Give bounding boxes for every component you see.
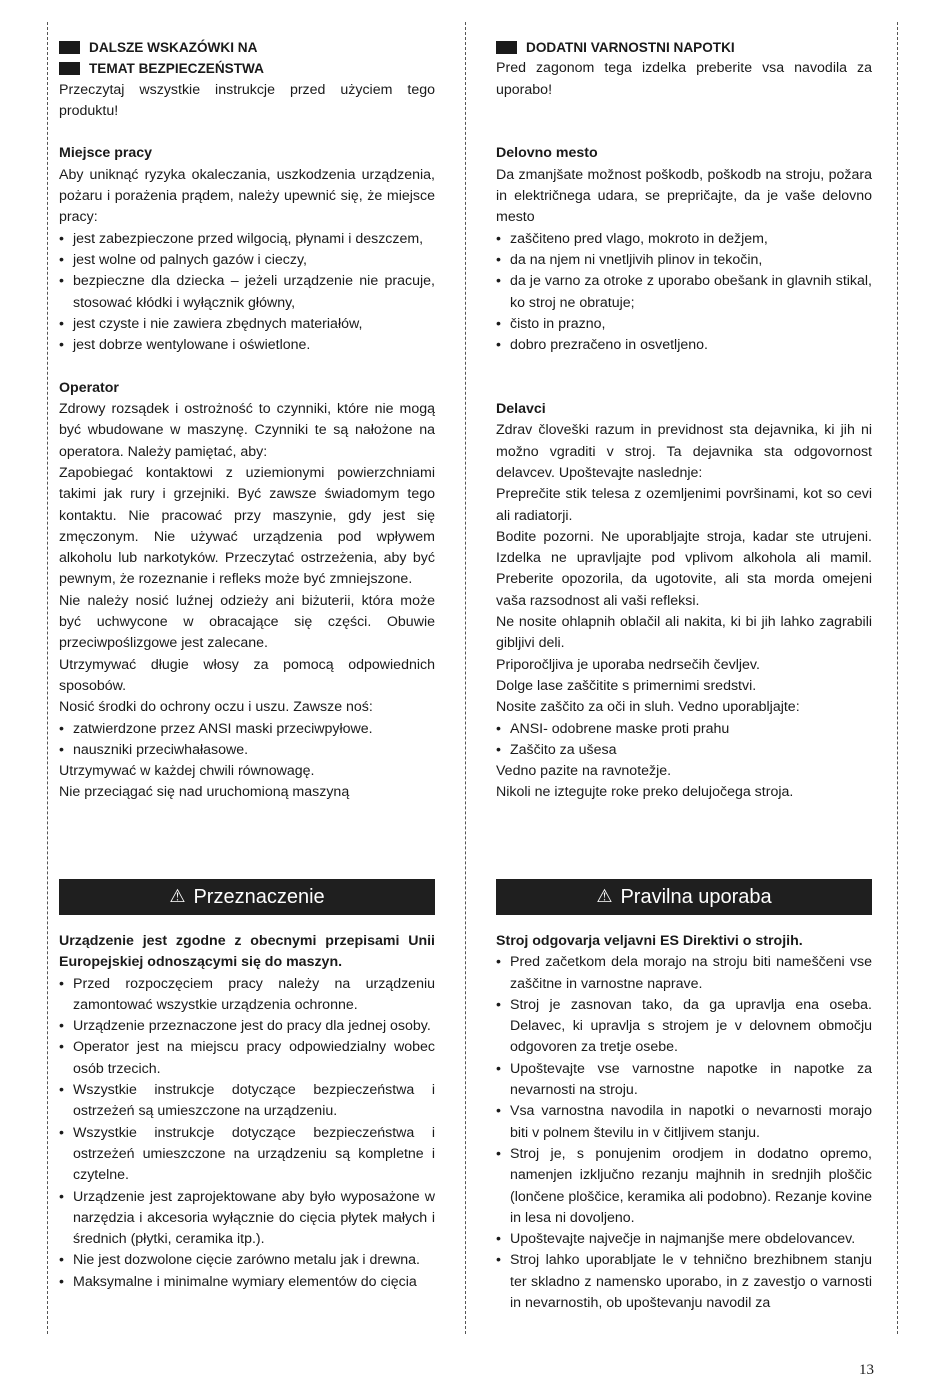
list-item: • Przed rozpoczęciem pracy należy na urządzeniu zamontować wszystkie urządzenia ochronne. bbox=[59, 974, 435, 1017]
operator-paragraph: Nie przeciągać się nad uruchomioną maszyną bbox=[59, 784, 350, 801]
intended-use-list bbox=[496, 952, 872, 1314]
list-item: • jest czyste i nie zawiera zbędnych materiałów, bbox=[59, 314, 435, 335]
list-item: • Operator jest na miejscu pracy odpowiedzialny wobec osób trzecich. bbox=[59, 1037, 435, 1080]
list-item: • da je varno za otroke z uporabo obešank in glavnih stikal, ko stroj ne obratuje; bbox=[496, 271, 872, 314]
left-intended-use-column bbox=[59, 931, 435, 1293]
workplace-intro: Da zmanjšate možnost poškodb, poškodb na stroju, požara in električnega udara, se prepričajte, da je vaše delovno mesto bbox=[496, 166, 872, 226]
operator-paragraph: Zapobiegać kontaktowi z uziemionymi powierzchniami takimi jak rury i grzejniki. Być zawsze świadomym tego kontaktu. Nie pracować przy maszynie, gdy jest się zmęczonym. Nie używać urządzenia pod wpływem alkoholu lub narkotyków. Przeczytać ostrzeżenia, aby być pewnym, że rozeznanie i refleks może być zmniejszone. bbox=[59, 464, 435, 588]
list-item: • bezpieczne dla dziecka – jeżeli urządzenie nie pracuje, stosować kłódki i wyłącznik główny, bbox=[59, 271, 435, 314]
list-item: • dobro prezračeno in osvetljeno. bbox=[496, 335, 872, 356]
list-item: • Zaščito za ušesa bbox=[496, 740, 872, 761]
warning-triangle-icon: ⚠ bbox=[596, 885, 613, 906]
list-item: • Stroj lahko uporabljate le v tehnično brezhibnem stanju ter skladno z namensko uporabo, in z zavestjo o varnosti in nevarnostih, ob upoštevanju navodil za bbox=[496, 1250, 872, 1314]
list-item: • Nie jest dozwolone cięcie zarówno metalu jak i drewna. bbox=[59, 1250, 435, 1271]
left-safety-column bbox=[59, 37, 435, 804]
page-number: 13 bbox=[859, 1362, 874, 1378]
black-square-marker bbox=[59, 41, 80, 54]
operator-paragraph: Ne nosite ohlapnih oblačil ali nakita, ki bi jih lahko zagrabili gibljivi deli. bbox=[496, 614, 872, 652]
operator-title: Operator bbox=[59, 379, 119, 396]
intended-use-banner-sl: ⚠ Pravilna uporaba bbox=[496, 879, 872, 915]
operator-paragraph: Zdrav človeški razum in previdnost sta dejavnika, ki jih ni možno vgraditi v stroj. Ta dejavnika sta odgovornost delavcev. Upoštevajte naslednje: bbox=[496, 422, 872, 481]
operator-paragraph: Zdrowy rozsądek i ostrożność to czynniki, które nie mogą być wbudowane w maszynę. Czynniki te są nałożone na operatora. Należy pamiętać, aby: bbox=[59, 401, 435, 460]
list-item: • Urządzenie jest zaprojektowane aby było wyposażone w narzędzia i akcesoria wyłącznie do cięcia płytek małych i średnich (płytki, ceramika itp.). bbox=[59, 1187, 435, 1251]
list-item: • Upoštevajte vse varnostne napotke in napotke za nevarnosti na stroju. bbox=[496, 1059, 872, 1102]
left-margin-line bbox=[47, 22, 48, 1334]
operator-paragraph: Nikoli ne iztegujte roke preko delujočega stroja. bbox=[496, 784, 794, 801]
intro-text: Przeczytaj wszystkie instrukcje przed użyciem tego produktu! bbox=[59, 81, 435, 119]
operator-paragraph: Nosić środki do ochrony oczu i uszu. Zawsze noś: bbox=[59, 699, 373, 716]
operator-paragraph: Dolge lase zaščitite s primernimi sredstvi. bbox=[496, 677, 757, 694]
section-header-line2: TEMAT BEZPIECZEŃSTWA bbox=[59, 58, 435, 79]
list-item: • Pred začetkom dela morajo na stroju biti nameščeni vse zaščitne in varnostne naprave. bbox=[496, 952, 872, 995]
operator-paragraph: Nie należy nosić luźnej odzieży ani biżuterii, która może być uchwycone w obracające się części. Obuwie przeciwpoślizgowe jest zalecane. bbox=[59, 592, 435, 652]
list-item: • da na njem ni vnetljivih plinov in tekočin, bbox=[496, 250, 872, 271]
protection-list bbox=[496, 719, 872, 762]
list-item: • jest dobrze wentylowane i oświetlone. bbox=[59, 335, 435, 356]
operator-paragraph: Nosite zaščito za oči in sluh. Vedno uporabljajte: bbox=[496, 699, 800, 716]
operator-paragraph: Preprečite stik telesa z ozemljenimi površinami, kot so cevi ali radiatorji. bbox=[496, 486, 872, 524]
list-item: • nauszniki przeciwhałasowe. bbox=[59, 740, 435, 761]
list-item: • ANSI- odobrene maske proti prahu bbox=[496, 719, 872, 740]
protection-list bbox=[59, 719, 435, 762]
list-item: • Upoštevajte največje in najmanjše mere obdelovancev. bbox=[496, 1229, 872, 1250]
workplace-list bbox=[496, 229, 872, 357]
warning-triangle-icon: ⚠ bbox=[169, 885, 186, 906]
intro-text: Pred zagonom tega izdelka preberite vsa navodila za uporabo! bbox=[496, 60, 872, 98]
list-item: • zatwierdzone przez ANSI maski przeciwpyłowe. bbox=[59, 719, 435, 740]
list-item: • zaščiteno pred vlago, mokroto in dežjem, bbox=[496, 229, 872, 250]
workplace-title: Delovno mesto bbox=[496, 145, 598, 162]
list-item: • Wszystkie instrukcje dotyczące bezpieczeństwa i ostrzeżeń są umieszczone na urządzeniu. bbox=[59, 1080, 435, 1123]
list-item: • Stroj je, s ponujenim orodjem in dodatno opremo, namenjen izključno rezanju majhnih in srednjih ploščic (lončene ploščice, keramika ali podobno). Rezanje kovine in lesa ni dovoljeno. bbox=[496, 1144, 872, 1229]
list-item: • Vsa varnostna navodila in napotki o nevarnosti morajo biti v polnem številu in v čitljivem stanju. bbox=[496, 1101, 872, 1144]
list-item: • čisto in prazno, bbox=[496, 314, 872, 335]
operator-paragraph: Utrzymywać w każdej chwili równowagę. bbox=[59, 763, 315, 780]
operator-paragraph: Bodite pozorni. Ne uporabljajte stroja, kadar ste utrujeni. Izdelka ne upravljajte pod vplivom alkohola ali mamil. Preberite opozorila, da ugotovite, ali sta morda omejeni vaša razsodnost ali vaši refleksi. bbox=[496, 528, 872, 609]
intended-use-lead: Stroj odgovarja veljavni ES Direktivi o strojih. bbox=[496, 933, 803, 949]
workplace-title: Miejsce pracy bbox=[59, 145, 153, 162]
section-header: DODATNI VARNOSTNI NAPOTKI bbox=[496, 37, 872, 58]
operator-title: Delavci bbox=[496, 401, 546, 418]
list-item: • Stroj je zasnovan tako, da ga upravlja ena oseba. Delavec, ki upravlja s strojem je v delovnem območju odgovoren za tretje osebe. bbox=[496, 995, 872, 1059]
center-divider-line bbox=[465, 22, 466, 1334]
operator-paragraph: Utrzymywać długie włosy za pomocą odpowiednich sposobów. bbox=[59, 656, 435, 694]
list-item: • Urządzenie przeznaczone jest do pracy dla jednej osoby. bbox=[59, 1016, 435, 1037]
intended-use-lead: Urządzenie jest zgodne z obecnymi przepisami Unii Europejskiej odnoszącymi się do maszyn. bbox=[59, 933, 435, 971]
right-safety-column bbox=[496, 37, 872, 804]
list-item: • jest wolne od palnych gazów i cieczy, bbox=[59, 250, 435, 271]
intended-use-list bbox=[59, 974, 435, 1293]
list-item: • Wszystkie instrukcje dotyczące bezpieczeństwa i ostrzeżeń umieszczone na urządzeniu są kompletne i czytelne. bbox=[59, 1123, 435, 1187]
right-margin-line bbox=[897, 22, 898, 1334]
workplace-list bbox=[59, 229, 435, 357]
operator-paragraph: Vedno pazite na ravnotežje. bbox=[496, 763, 672, 780]
workplace-intro: Aby uniknąć ryzyka okaleczania, uszkodzenia urządzenia, pożaru i porażenia prądem, należy upewnić się, że miejsce pracy: bbox=[59, 166, 435, 226]
black-square-marker bbox=[496, 41, 517, 54]
list-item: • Maksymalne i minimalne wymiary elementów do cięcia bbox=[59, 1272, 435, 1293]
intended-use-banner-pl: ⚠ Przeznaczenie bbox=[59, 879, 435, 915]
list-item: • jest zabezpieczone przed wilgocią, płynami i deszczem, bbox=[59, 229, 435, 250]
operator-paragraph: Priporočljiva je uporaba nedrsečih čevljev. bbox=[496, 656, 760, 673]
section-header-line1: DALSZE WSKAZÓWKI NA bbox=[59, 37, 435, 58]
right-intended-use-column bbox=[496, 931, 872, 1314]
black-square-marker bbox=[59, 62, 80, 75]
